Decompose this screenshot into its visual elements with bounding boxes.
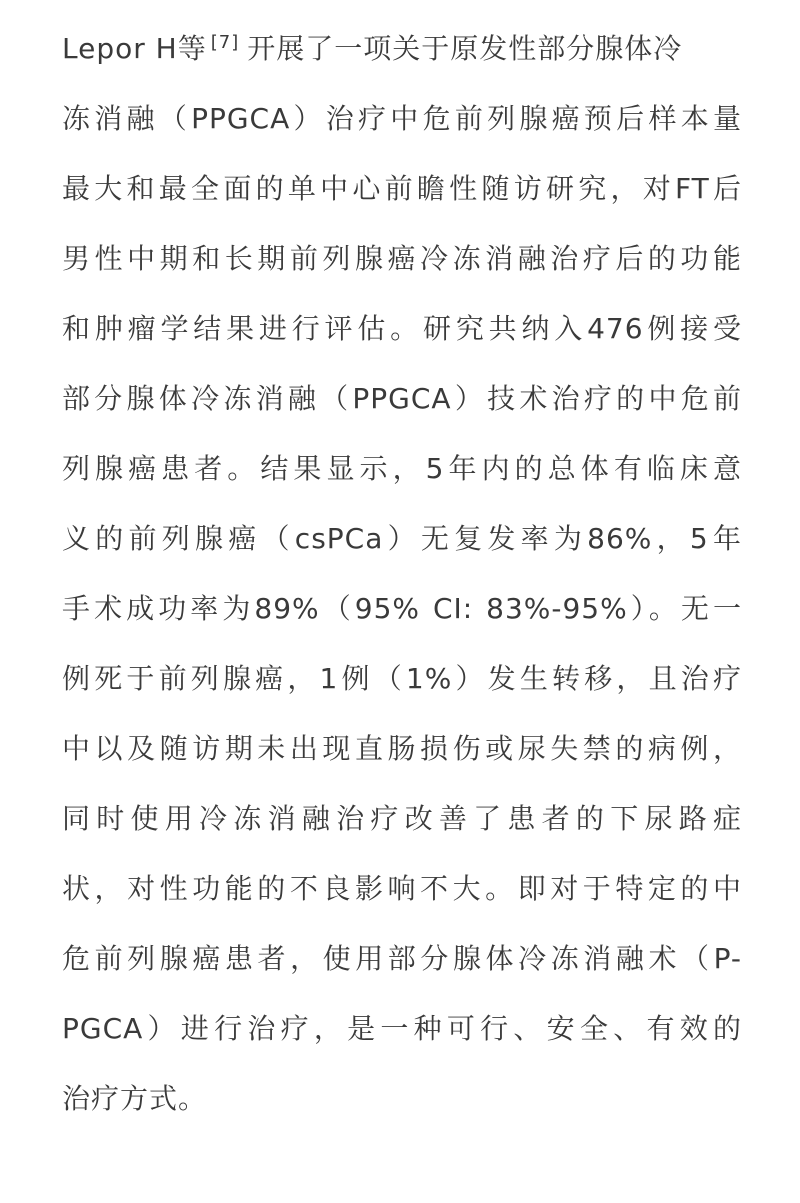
text-line-16: 治疗方式。 [62,1082,208,1115]
line-text: 开展了一项关于原发性部分腺体冷 [247,32,683,65]
text-line-5: 和肿瘤学结果进行评估。研究共纳入476例接受 [62,312,742,345]
text-line-11: 中以及随访期未出现直肠损伤或尿失禁的病例， [62,732,742,765]
text-line-13: 状，对性功能的不良影响不大。即对于特定的中 [62,872,742,905]
author-text: Lepor H等 [62,32,207,65]
text-line-8: 义的前列腺癌（csPCa）无复发率为86%，5年 [62,522,742,555]
text-line-14: 危前列腺癌患者，使用部分腺体冷冻消融术（P- [62,942,742,975]
text-line-1 [62,14,742,84]
text-line-15: PGCA）进行治疗，是一种可行、安全、有效的 [62,1012,742,1045]
text-line-10: 例死于前列腺癌，1例（1%）发生转移，且治疗 [62,662,742,695]
text-line-3: 最大和最全面的单中心前瞻性随访研究，对FT后 [62,172,742,205]
text-line-4: 男性中期和长期前列腺癌冷冻消融治疗后的功能 [62,242,742,275]
text-line-7: 列腺癌患者。结果显示，5年内的总体有临床意 [62,452,742,485]
text-line-6: 部分腺体冷冻消融（PPGCA）技术治疗的中危前 [62,382,742,415]
citation-reference[interactable]: [7] [210,31,240,53]
text-line-9: 手术成功率为89%（95% CI: 83%-95%）。无一 [62,592,742,625]
text-line-12: 同时使用冷冻消融治疗改善了患者的下尿路症 [62,802,742,835]
text-line-2: 冻消融（PPGCA）治疗中危前列腺癌预后样本量 [62,102,742,135]
article-body [62,14,742,1134]
